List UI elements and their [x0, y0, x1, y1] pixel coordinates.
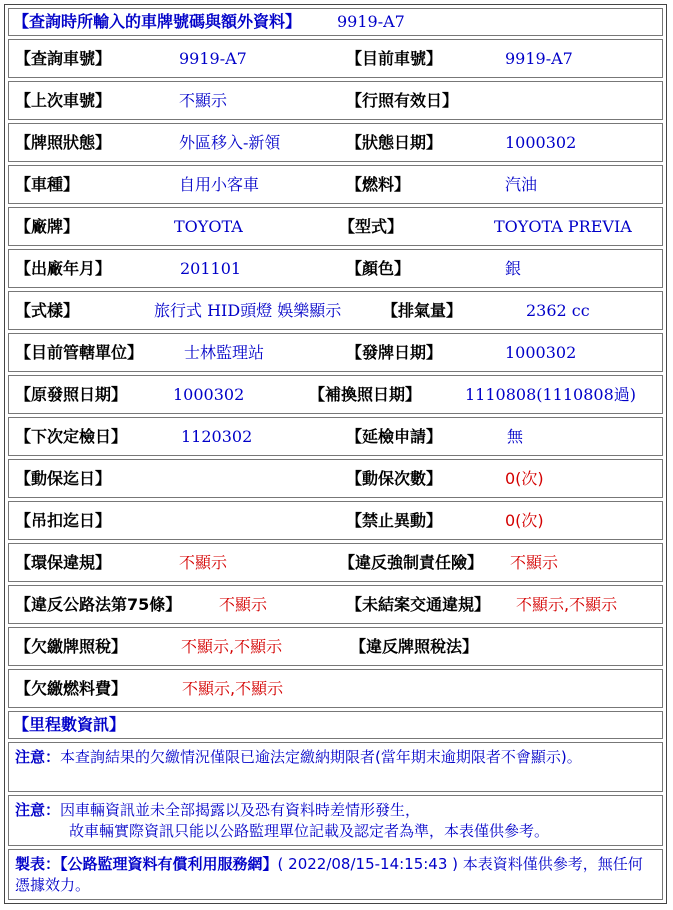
label-status-date: 【狀態日期】	[346, 133, 443, 152]
value-open-traffic-violation: 不顯示,不顯示	[516, 595, 618, 614]
label-fuel: 【燃料】	[346, 175, 411, 194]
label-chattel-end: 【動保迄日】	[15, 469, 112, 488]
row-style	[8, 291, 663, 330]
row-jurisdiction	[8, 333, 663, 372]
label-open-traffic-violation: 【未結案交通違規】	[346, 595, 491, 614]
label-color: 【顏色】	[346, 259, 411, 278]
value-displacement: 2362 cc	[526, 301, 590, 320]
title-row	[8, 8, 663, 36]
note-2-line-1: 因車輛資訊並未全部揭露以及恐有資料時差情形發生，	[60, 801, 421, 819]
value-manufacture-date: 201101	[180, 259, 242, 278]
note-1-text: 本查詢結果的欠繳情況僅限已逾法定繳納期限者(當年期末逾期限者不會顯示)。	[60, 748, 582, 766]
note-1	[8, 742, 663, 792]
row-brand	[8, 207, 663, 246]
title-label: 【查詢時所輸入的車牌號碼與額外資料】	[13, 12, 302, 31]
label-original-issue: 【原發照日期】	[15, 385, 128, 404]
footer-content	[15, 854, 656, 896]
value-previous-plate: 不顯示	[179, 91, 228, 110]
row-previous-plate	[8, 81, 663, 120]
note-2-label: 注意：	[15, 801, 61, 819]
value-plate-status: 外區移入-新領	[179, 133, 281, 152]
label-brand: 【廠牌】	[15, 217, 80, 236]
value-env-violation: 不顯示	[179, 553, 228, 572]
label-vehicle-type: 【車種】	[15, 175, 80, 194]
note-1-content	[15, 747, 656, 768]
row-road-law-violation	[8, 585, 663, 624]
row-vehicle-type	[8, 165, 663, 204]
value-current-plate: 9919-A7	[505, 49, 573, 68]
label-previous-plate: 【上次車號】	[15, 91, 112, 110]
value-unpaid-fuel-fee: 不顯示,不顯示	[182, 679, 284, 698]
note-2-line-2: 故車輛實際資訊只能以公路監理單位記載及認定者為準，本表僅供參考。	[69, 822, 550, 840]
row-unpaid-license-tax	[8, 627, 663, 666]
row-query-plate	[8, 39, 663, 78]
value-inspection-extension: 無	[507, 427, 524, 446]
note-1-label: 注意：	[15, 748, 61, 766]
value-brand: TOYOTA	[174, 217, 243, 236]
label-license-valid: 【行照有效日】	[346, 91, 459, 110]
label-transfer-ban: 【禁止異動】	[346, 511, 443, 530]
label-insurance-violation: 【違反強制責任險】	[339, 553, 484, 572]
value-reissue-date: 1110808(1110808過)	[465, 385, 637, 404]
label-query-plate: 【查詢車號】	[15, 49, 112, 68]
value-status-date: 1000302	[505, 133, 577, 152]
label-reissue-date: 【補換照日期】	[309, 385, 422, 404]
label-inspection-extension: 【延檢申請】	[346, 427, 443, 446]
row-unpaid-fuel-fee	[8, 669, 663, 708]
label-displacement: 【排氣量】	[382, 301, 463, 320]
vehicle-info-table	[4, 4, 667, 904]
label-chattel-count: 【動保次數】	[346, 469, 443, 488]
value-insurance-violation: 不顯示	[510, 553, 559, 572]
value-color: 銀	[505, 259, 522, 278]
value-model: TOYOTA PREVIA	[494, 217, 632, 236]
footer-source-link[interactable]: 【公路監理資料有償利用服務網】	[60, 855, 278, 873]
label-suspension-end: 【吊扣迄日】	[15, 511, 112, 530]
label-style: 【式樣】	[15, 301, 80, 320]
label-license-tax-violation: 【違反牌照稅法】	[350, 637, 479, 656]
value-issue-date: 1000302	[505, 343, 577, 362]
value-fuel: 汽油	[505, 175, 538, 194]
footer	[8, 849, 663, 900]
note-2-content	[15, 800, 656, 842]
row-manufacture-date	[8, 249, 663, 288]
value-vehicle-type: 自用小客車	[179, 175, 260, 194]
value-query-plate: 9919-A7	[179, 49, 247, 68]
value-next-inspection: 1120302	[181, 427, 253, 446]
mileage-row	[8, 711, 663, 739]
value-style: 旅行式 HID頭燈 娛樂顯示	[154, 301, 342, 320]
row-plate-status	[8, 123, 663, 162]
title-plate: 9919-A7	[337, 12, 405, 31]
label-issue-date: 【發牌日期】	[346, 343, 443, 362]
label-env-violation: 【環保違規】	[15, 553, 112, 572]
label-next-inspection: 【下次定檢日】	[15, 427, 128, 446]
footer-text: ( 2022/08/15-14:15:43 ) 本表資料僅供參考，無任何憑據效力。	[15, 855, 643, 894]
value-chattel-count: 0(次)	[505, 469, 544, 488]
label-unpaid-fuel-fee: 【欠繳燃料費】	[15, 679, 128, 698]
label-current-plate: 【目前車號】	[346, 49, 443, 68]
mileage-heading: 【里程數資訊】	[13, 715, 126, 734]
label-plate-status: 【牌照狀態】	[15, 133, 112, 152]
note-2	[8, 795, 663, 846]
label-unpaid-license-tax: 【欠繳牌照稅】	[15, 637, 128, 656]
row-chattel-end	[8, 459, 663, 498]
label-manufacture-date: 【出廠年月】	[15, 259, 112, 278]
row-original-issue	[8, 375, 663, 414]
footer-label: 製表：	[15, 855, 61, 873]
value-original-issue: 1000302	[173, 385, 245, 404]
label-jurisdiction: 【目前管轄單位】	[15, 343, 144, 362]
value-unpaid-license-tax: 不顯示,不顯示	[181, 637, 283, 656]
value-transfer-ban: 0(次)	[505, 511, 544, 530]
label-model: 【型式】	[339, 217, 404, 236]
row-suspension-end	[8, 501, 663, 540]
row-env-violation	[8, 543, 663, 582]
row-next-inspection	[8, 417, 663, 456]
value-jurisdiction: 士林監理站	[184, 343, 265, 362]
value-road-law-violation: 不顯示	[219, 595, 268, 614]
label-road-law-violation: 【違反公路法第75條】	[15, 595, 182, 614]
